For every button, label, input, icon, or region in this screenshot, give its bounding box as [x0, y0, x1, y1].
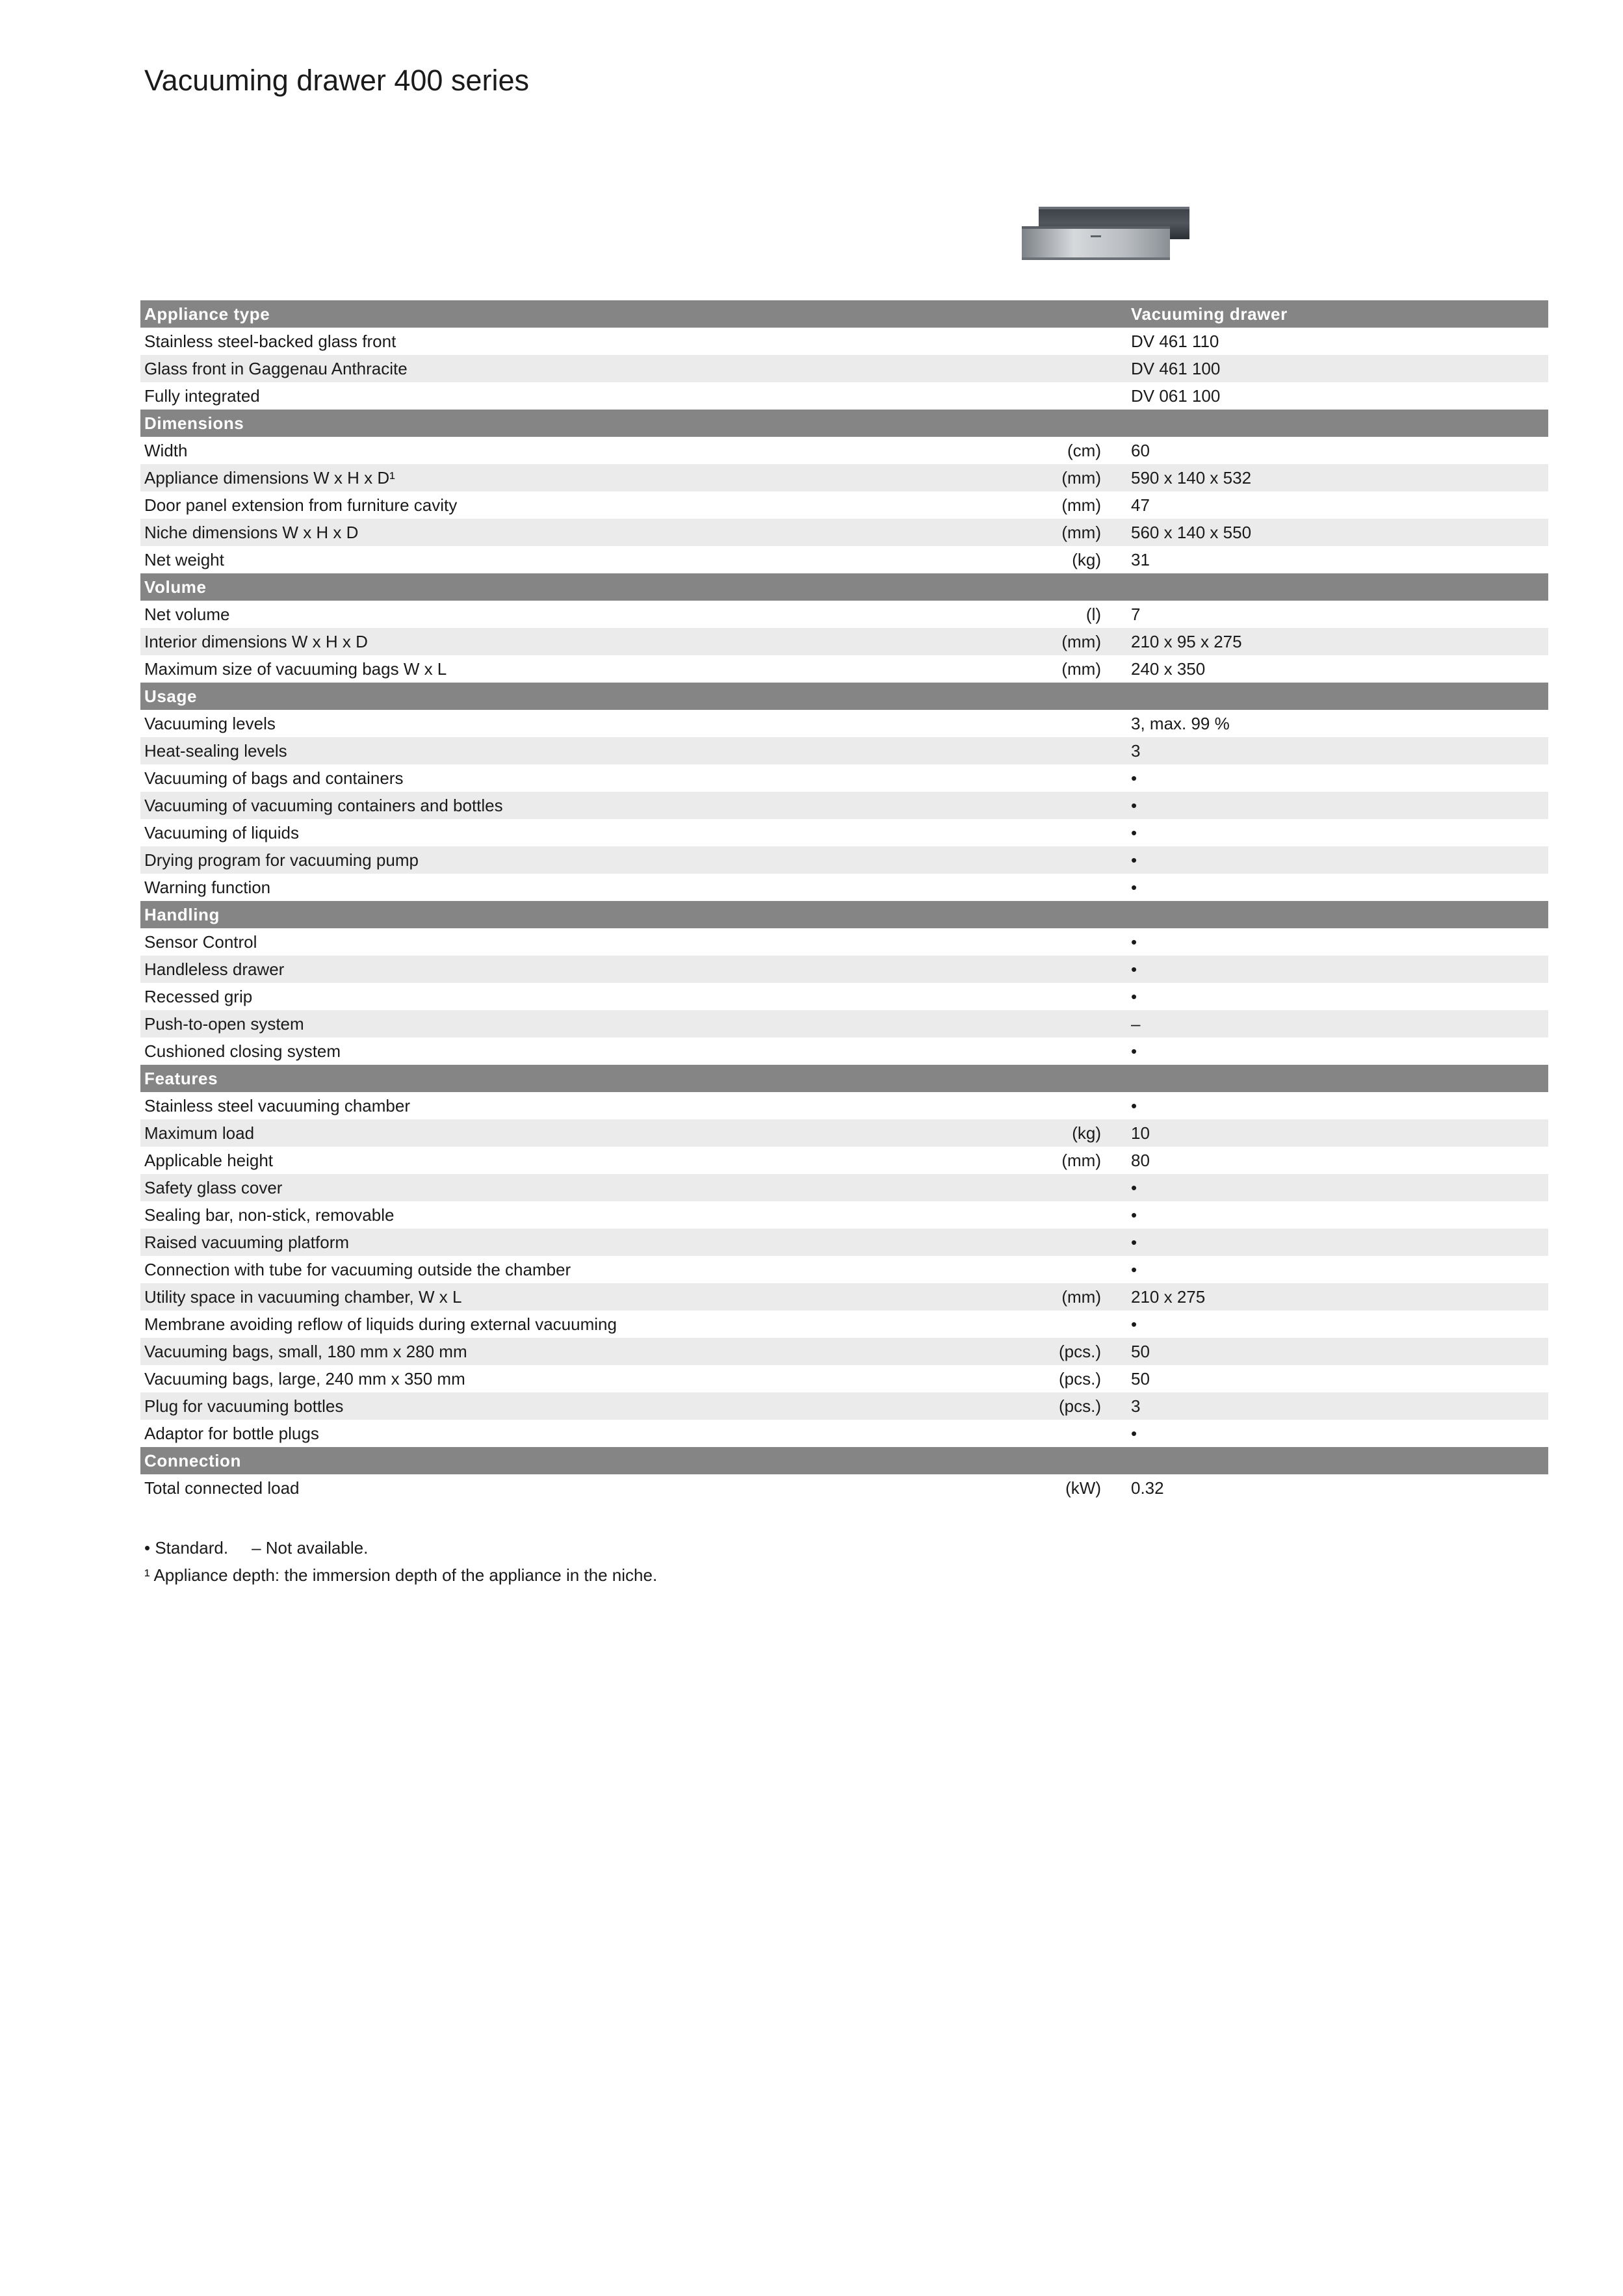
- table-row: [140, 655, 1548, 683]
- section-title: Handling: [140, 901, 962, 928]
- row-unit: [962, 683, 1131, 710]
- row-value: •: [1131, 1229, 1548, 1256]
- row-unit: [962, 819, 1131, 846]
- table-row: [140, 1174, 1548, 1201]
- section-value: [1131, 1447, 1548, 1474]
- row-label: Push-to-open system: [140, 1010, 962, 1037]
- row-value: 0.32: [1131, 1474, 1548, 1502]
- section-value: [1131, 410, 1548, 437]
- row-label: Stainless steel vacuuming chamber: [140, 1092, 962, 1119]
- row-unit: [962, 764, 1131, 792]
- section-header: [140, 300, 1548, 328]
- row-unit: (mm): [962, 1283, 1131, 1311]
- row-label: Cushioned closing system: [140, 1037, 962, 1065]
- row-unit: (l): [962, 601, 1131, 628]
- depth-footnote: ¹ Appliance depth: the immersion depth of the appliance in the niche.: [144, 1565, 658, 1585]
- row-label: Vacuuming levels: [140, 710, 962, 737]
- table-row: [140, 382, 1548, 410]
- section-value: Vacuuming drawer: [1131, 300, 1548, 328]
- row-label: Warning function: [140, 874, 962, 901]
- row-unit: (cm): [962, 437, 1131, 464]
- row-value: •: [1131, 819, 1548, 846]
- section-title: Features: [140, 1065, 962, 1092]
- row-unit: [962, 1065, 1131, 1092]
- row-label: Vacuuming of bags and containers: [140, 764, 962, 792]
- row-label: Maximum size of vacuuming bags W x L: [140, 655, 962, 683]
- row-label: Safety glass cover: [140, 1174, 962, 1201]
- row-unit: [962, 410, 1131, 437]
- row-unit: [962, 710, 1131, 737]
- table-row: [140, 328, 1548, 355]
- row-unit: (mm): [962, 655, 1131, 683]
- table-row: [140, 764, 1548, 792]
- row-label: Door panel extension from furniture cavity: [140, 491, 962, 519]
- table-row: [140, 628, 1548, 655]
- section-value: [1131, 901, 1548, 928]
- table-row: [140, 1420, 1548, 1447]
- row-value: 50: [1131, 1365, 1548, 1392]
- table-row: [140, 956, 1548, 983]
- row-value: •: [1131, 956, 1548, 983]
- row-value: 60: [1131, 437, 1548, 464]
- row-label: Net weight: [140, 546, 962, 573]
- row-value: •: [1131, 874, 1548, 901]
- row-unit: (pcs.): [962, 1392, 1131, 1420]
- section-header: [140, 901, 1548, 928]
- row-unit: (mm): [962, 1147, 1131, 1174]
- row-unit: [962, 328, 1131, 355]
- table-row: [140, 1338, 1548, 1365]
- section-header: [140, 1065, 1548, 1092]
- table-row: [140, 491, 1548, 519]
- table-row: [140, 1147, 1548, 1174]
- row-value: •: [1131, 846, 1548, 874]
- row-unit: [962, 1256, 1131, 1283]
- row-label: Applicable height: [140, 1147, 962, 1174]
- footnotes: [144, 1534, 657, 1589]
- row-value: 3: [1131, 1392, 1548, 1420]
- row-label: Interior dimensions W x H x D: [140, 628, 962, 655]
- row-label: Net volume: [140, 601, 962, 628]
- table-row: [140, 546, 1548, 573]
- row-label: Connection with tube for vacuuming outside the chamber: [140, 1256, 962, 1283]
- row-value: 590 x 140 x 532: [1131, 464, 1548, 491]
- row-value: 210 x 275: [1131, 1283, 1548, 1311]
- table-row: [140, 1092, 1548, 1119]
- row-unit: [962, 1174, 1131, 1201]
- row-value: DV 461 110: [1131, 328, 1548, 355]
- table-row: [140, 464, 1548, 491]
- row-value: –: [1131, 1010, 1548, 1037]
- section-title: Usage: [140, 683, 962, 710]
- section-value: [1131, 683, 1548, 710]
- row-unit: [962, 737, 1131, 764]
- table-row: [140, 601, 1548, 628]
- row-value: 47: [1131, 491, 1548, 519]
- row-label: Glass front in Gaggenau Anthracite: [140, 355, 962, 382]
- row-label: Appliance dimensions W x H x D¹: [140, 464, 962, 491]
- row-unit: (pcs.): [962, 1365, 1131, 1392]
- row-value: 3, max. 99 %: [1131, 710, 1548, 737]
- row-label: Vacuuming bags, large, 240 mm x 350 mm: [140, 1365, 962, 1392]
- table-row: [140, 737, 1548, 764]
- row-label: Maximum load: [140, 1119, 962, 1147]
- row-label: Vacuuming of liquids: [140, 819, 962, 846]
- row-unit: [962, 300, 1131, 328]
- row-value: DV 061 100: [1131, 382, 1548, 410]
- table-row: [140, 792, 1548, 819]
- row-value: 50: [1131, 1338, 1548, 1365]
- row-unit: [962, 1037, 1131, 1065]
- row-unit: (mm): [962, 464, 1131, 491]
- row-label: Raised vacuuming platform: [140, 1229, 962, 1256]
- row-unit: [962, 901, 1131, 928]
- section-title: Appliance type: [140, 300, 962, 328]
- row-label: Width: [140, 437, 962, 464]
- row-unit: (mm): [962, 628, 1131, 655]
- product-image: [1018, 207, 1193, 261]
- section-header: [140, 410, 1548, 437]
- table-row: [140, 874, 1548, 901]
- row-label: Vacuuming bags, small, 180 mm x 280 mm: [140, 1338, 962, 1365]
- row-unit: [962, 573, 1131, 601]
- table-row: [140, 710, 1548, 737]
- row-value: 210 x 95 x 275: [1131, 628, 1548, 655]
- table-row: [140, 819, 1548, 846]
- row-value: 7: [1131, 601, 1548, 628]
- row-value: •: [1131, 983, 1548, 1010]
- row-label: Membrane avoiding reflow of liquids during external vacuuming: [140, 1311, 962, 1338]
- row-unit: (kW): [962, 1474, 1131, 1502]
- table-row: [140, 1201, 1548, 1229]
- row-label: Sealing bar, non-stick, removable: [140, 1201, 962, 1229]
- row-unit: [962, 1201, 1131, 1229]
- row-value: 3: [1131, 737, 1548, 764]
- row-label: Total connected load: [140, 1474, 962, 1502]
- row-unit: [962, 1420, 1131, 1447]
- row-unit: [962, 928, 1131, 956]
- section-title: Connection: [140, 1447, 962, 1474]
- row-value: •: [1131, 1037, 1548, 1065]
- table-row: [140, 1283, 1548, 1311]
- row-unit: [962, 355, 1131, 382]
- page-title: Vacuuming drawer 400 series: [144, 64, 529, 97]
- row-label: Utility space in vacuuming chamber, W x L: [140, 1283, 962, 1311]
- section-header: [140, 1447, 1548, 1474]
- row-unit: [962, 1010, 1131, 1037]
- row-value: •: [1131, 1256, 1548, 1283]
- row-unit: [962, 1092, 1131, 1119]
- table-row: [140, 928, 1548, 956]
- legend-line: [144, 1534, 657, 1561]
- row-unit: [962, 983, 1131, 1010]
- table-row: [140, 1037, 1548, 1065]
- row-label: Adaptor for bottle plugs: [140, 1420, 962, 1447]
- row-label: Plug for vacuuming bottles: [140, 1392, 962, 1420]
- row-value: •: [1131, 1092, 1548, 1119]
- row-value: 31: [1131, 546, 1548, 573]
- row-label: Fully integrated: [140, 382, 962, 410]
- row-label: Recessed grip: [140, 983, 962, 1010]
- section-title: Volume: [140, 573, 962, 601]
- row-value: 240 x 350: [1131, 655, 1548, 683]
- table-row: [140, 1474, 1548, 1502]
- row-value: •: [1131, 928, 1548, 956]
- row-unit: [962, 874, 1131, 901]
- section-value: [1131, 573, 1548, 601]
- legend-standard: • Standard.: [144, 1538, 229, 1558]
- row-label: Vacuuming of vacuuming containers and bottles: [140, 792, 962, 819]
- table-row: [140, 846, 1548, 874]
- row-unit: [962, 1311, 1131, 1338]
- row-unit: (pcs.): [962, 1338, 1131, 1365]
- row-label: Sensor Control: [140, 928, 962, 956]
- section-header: [140, 573, 1548, 601]
- table-row: [140, 1392, 1548, 1420]
- row-value: DV 461 100: [1131, 355, 1548, 382]
- row-unit: [962, 792, 1131, 819]
- row-value: 80: [1131, 1147, 1548, 1174]
- section-header: [140, 683, 1548, 710]
- row-value: •: [1131, 1174, 1548, 1201]
- table-row: [140, 1229, 1548, 1256]
- vacuuming-drawer-product-photo-icon: [1018, 207, 1193, 261]
- table-row: [140, 355, 1548, 382]
- row-label: Handleless drawer: [140, 956, 962, 983]
- table-row: [140, 519, 1548, 546]
- row-unit: (kg): [962, 546, 1131, 573]
- row-unit: [962, 846, 1131, 874]
- row-value: •: [1131, 1201, 1548, 1229]
- row-value: •: [1131, 1311, 1548, 1338]
- table-row: [140, 1311, 1548, 1338]
- row-unit: (kg): [962, 1119, 1131, 1147]
- row-unit: [962, 956, 1131, 983]
- row-unit: (mm): [962, 491, 1131, 519]
- row-value: •: [1131, 1420, 1548, 1447]
- section-value: [1131, 1065, 1548, 1092]
- row-unit: (mm): [962, 519, 1131, 546]
- row-label: Heat-sealing levels: [140, 737, 962, 764]
- row-label: Stainless steel-backed glass front: [140, 328, 962, 355]
- section-title: Dimensions: [140, 410, 962, 437]
- table-row: [140, 437, 1548, 464]
- table-row: [140, 1256, 1548, 1283]
- row-value: •: [1131, 792, 1548, 819]
- specification-table: [140, 300, 1548, 1502]
- row-unit: [962, 1447, 1131, 1474]
- row-label: Niche dimensions W x H x D: [140, 519, 962, 546]
- table-row: [140, 1010, 1548, 1037]
- row-value: 560 x 140 x 550: [1131, 519, 1548, 546]
- row-value: •: [1131, 764, 1548, 792]
- row-label: Drying program for vacuuming pump: [140, 846, 962, 874]
- row-unit: [962, 382, 1131, 410]
- table-row: [140, 983, 1548, 1010]
- legend-not-available: – Not available.: [252, 1538, 369, 1558]
- row-value: 10: [1131, 1119, 1548, 1147]
- table-row: [140, 1119, 1548, 1147]
- row-unit: [962, 1229, 1131, 1256]
- table-row: [140, 1365, 1548, 1392]
